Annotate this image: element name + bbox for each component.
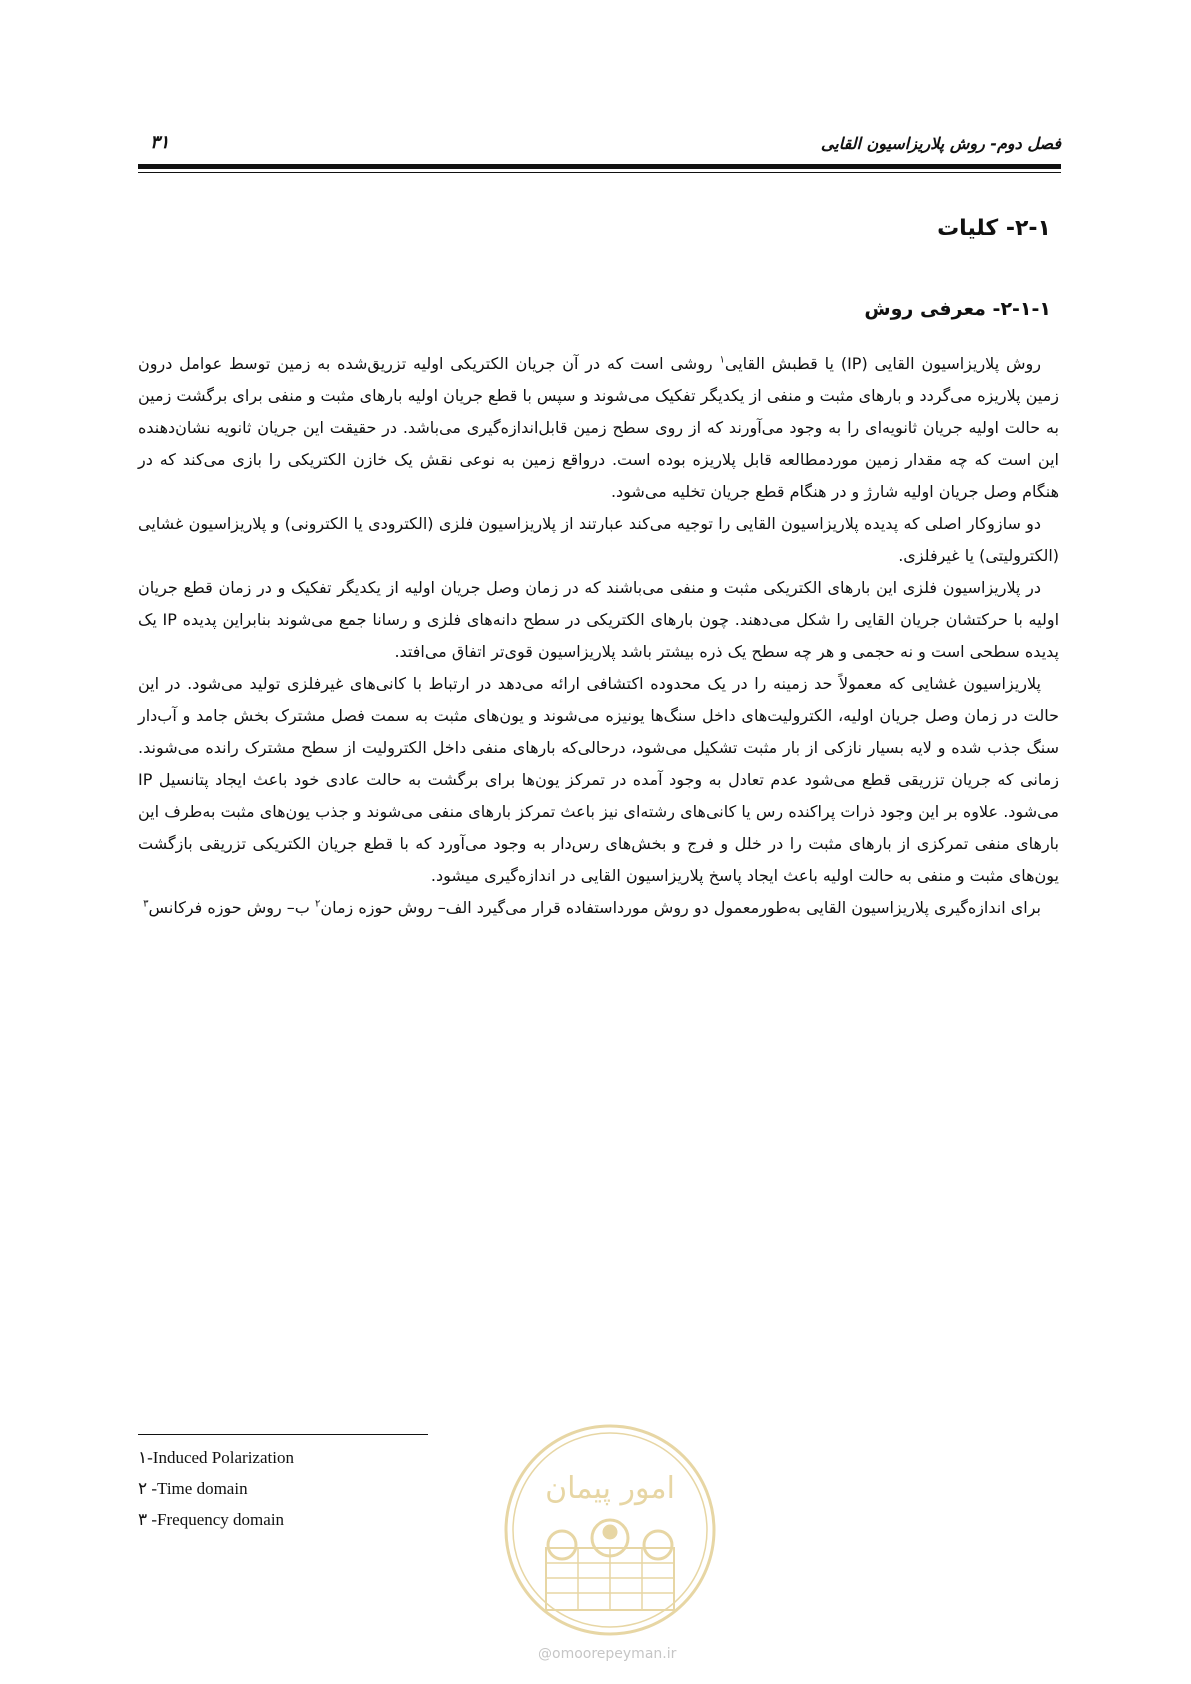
footnote-ref-3: ۳	[143, 898, 149, 910]
footnote-2	[138, 1473, 498, 1504]
paragraph-1-rest: روشی است که در آن جریان الکتریکی اولیه تزریق‌شده به زمین توسط عوامل درون زمین پلاریزه می‌گردد و بارهای مثبت و منفی از یکدیگر تفکیک می‌شوند و سپس با قطع جریان اولیه بارهای مثبت و منفی برای برگشت زمین به حالت اولیه جریان ثانویه‌ای را به وجود می‌آورند که از روی سطح زمین قابل‌اندازه‌گیری می‌باشد. در حقیقت این جریان ثانویه نشان‌دهنده این است که چه مقدار زمین موردمطالعه قابل پلاریزه بوده است. درواقع زمین به نوعی نقش یک خازن الکتریکی را بازی می‌کند که در هنگام وصل جریان اولیه شارژ و در هنگام قطع جریان تخلیه می‌شود.	[138, 354, 1059, 501]
paragraph-1-start: روش پلاریزاسیون القایی (IP) یا قطبش القایی	[724, 354, 1042, 373]
watermark-logo-icon	[500, 1420, 720, 1640]
footnote-1-text: -Induced Polarization	[147, 1448, 294, 1467]
footnote-3	[138, 1504, 498, 1535]
footnote-ref-1: ۱	[719, 354, 725, 366]
footnote-3-text: -Frequency domain	[147, 1510, 285, 1529]
body-text	[138, 348, 1059, 924]
paragraph-5	[138, 892, 1059, 924]
paragraph-4: پلاریزاسیون غشایی که معمولاً حد زمینه را در یک محدوده اکتشافی ارائه می‌دهد در ارتباط با کانی‌های غیرفلزی تولید می‌شود. در این حالت در زمان وصل جریان اولیه، الکترولیت‌های داخل سنگ‌ها یونیزه می‌شوند و یون‌های مثبت به سمت فصل مشترک بخش جامد و آب‌دار سنگ جذب شده و لایه بسیار نازکی از بار مثبت تشکیل می‌شود، درحالی‌که بارهای منفی داخل الکترولیت از سطح مشترک رانده می‌شوند. زمانی که جریان تزریقی قطع می‌شود عدم تعادل به وجود آمده در تمرکز یون‌ها برای برگشت به حالت عادی خود باعث ایجاد پتانسیل IP می‌شود. علاوه بر این وجود ذرات پراکنده رس یا کانی‌های رشته‌ای نیز باعث تمرکز بارهای منفی می‌شوند و جذب یون‌های مثبت به‌طرف این بارهای منفی تمرکزی از بارهای مثبت را در خلل و فرج و بخش‌های رس‌دار به وجود می‌آورد که با قطع جریان الکتریکی تزریقی بازگشت یون‌های مثبت و منفی به حالت اولیه باعث ایجاد پاسخ پلاریزاسیون القایی در اندازه‌گیری میشود.	[138, 674, 1059, 885]
paragraph-3: در پلاریزاسیون فلزی این بارهای الکتریکی مثبت و منفی می‌باشند که در زمان وصل جریان اولیه از یکدیگر تفکیک و در زمان قطع جریان اولیه با حرکتشان جریان القایی را شکل می‌دهند. چون بارهای الکتریکی در سطح دانه‌های فلزی و رسانا جمع می‌شوند بنابراین پدیده IP یک پدیده سطحی است و نه حجمی و هر چه سطح یک ذره بیشتر باشد پلاریزاسیون قوی‌تر اتفاق می‌افتد.	[138, 578, 1060, 661]
section-heading: ۲-۱- کلیات	[937, 216, 1051, 241]
paragraph-5-start: برای اندازه‌گیری پلاریزاسیون القایی به‌طورمعمول دو روش مورداستفاده قرار می‌گیرد الف– روش حوزه زمان	[320, 898, 1041, 917]
footnote-1	[138, 1442, 498, 1473]
footnote-2-text: -Time domain	[147, 1479, 248, 1498]
footnote-3-marker: ۳	[138, 1510, 148, 1529]
page-number: ۳۱	[150, 132, 170, 153]
running-title: فصل دوم- روش پلاریزاسیون القایی	[820, 134, 1061, 153]
header-rule-thin	[138, 172, 1061, 173]
paragraph-2: دو سازوکار اصلی که پدیده پلاریزاسیون القایی را توجیه می‌کند عبارتند از پلاریزاسیون فلزی (الکترودی یا الکترونی) و پلاریزاسیون غشایی (الکترولیتی) یا غیرفلزی.	[138, 514, 1059, 565]
paragraph-1	[138, 348, 1059, 508]
subsection-heading: ۲-۱-۱- معرفی روش	[864, 298, 1051, 320]
header-rule-thick	[138, 164, 1061, 169]
page-header	[138, 126, 1061, 166]
footnote-separator	[138, 1434, 428, 1435]
footnote-1-marker: ۱	[138, 1448, 148, 1467]
watermark-url: @omoorepeyman.ir	[538, 1646, 677, 1662]
paragraph-5-rest: ب– روش حوزه فرکانس	[148, 898, 315, 917]
watermark-logo-text: امور پیمان	[545, 1471, 675, 1506]
footnote-ref-2: ۲	[314, 898, 321, 910]
footnote-2-marker: ۲	[138, 1479, 148, 1498]
footnotes	[138, 1442, 498, 1535]
